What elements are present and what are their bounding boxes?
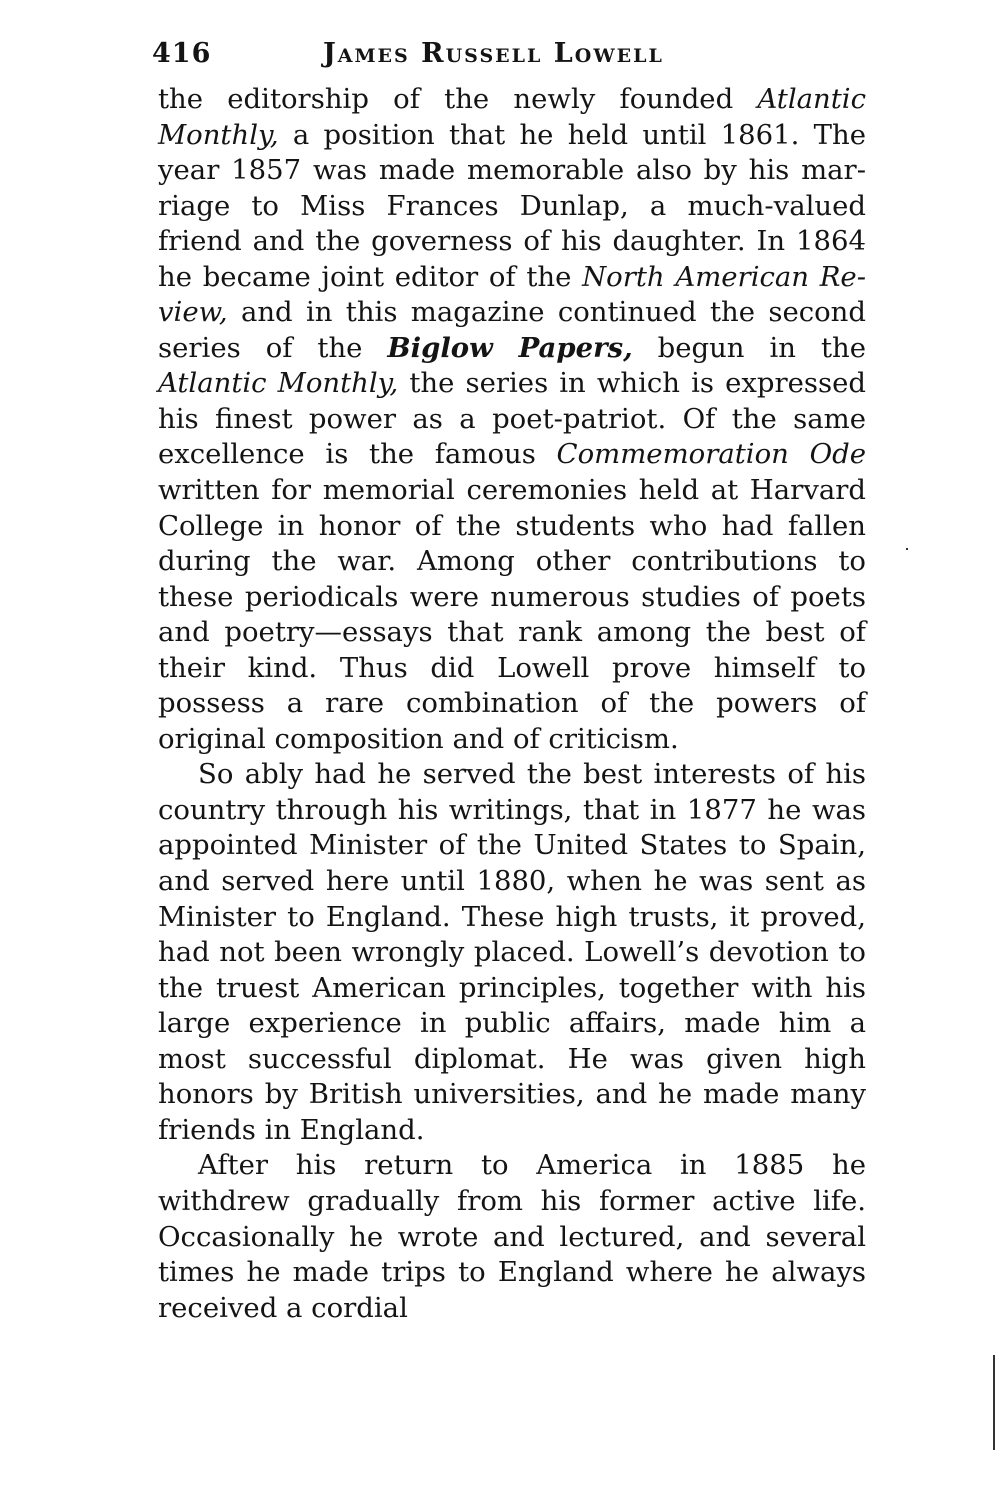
margin-edge-line <box>993 1355 995 1450</box>
italic-title: Atlantic Monthly, <box>158 367 399 400</box>
text-run: the editorship of the newly founded <box>158 83 758 115</box>
book-page <box>152 38 867 1326</box>
text-run: a position that he held until 1861. The year 1857 was made memorable also by his marriage to Miss Frances Dunlap, a much-valued friend and the governess of his daughter. In 1864 he became joint editor of the <box>158 118 866 293</box>
text-run: So ably had he served the best interests of his country through his writings, that in 1877 he was appointed Minister of the United States to Spain, and served here until 1880, when he was sent as Minister to England. These high trusts, it proved, had not been wrongly placed. Lowell’s devotion to the truest American principles, together with his large experience in public affairs, made him a most successful diplomat. He was given high honors by British universities, and he made many friends in England. <box>158 758 866 1146</box>
bold-italic-title: Biglow Papers, <box>387 331 633 364</box>
margin-dot <box>906 548 908 550</box>
text-run: and in this magazine continued the second series of the <box>158 296 866 364</box>
italic-title: Commemoration Ode <box>556 438 866 471</box>
text-run: the series in which is expressed his finest power as a poet-patriot. Of the same excellence is the famous <box>158 367 866 471</box>
page-number: 416 <box>152 38 212 69</box>
paragraph <box>158 1148 866 1326</box>
running-title: James Russell Lowell <box>323 38 664 69</box>
paragraph <box>158 82 866 757</box>
text-run: begun in the <box>632 331 867 364</box>
bold-title <box>387 332 632 364</box>
text-run: After his return to America in 1885 he withdrew gradually from his former active life. Occasionally he wrote and lectured, and several times he made trips to England where he always received a cordial <box>158 1149 866 1324</box>
body-text <box>158 82 866 1326</box>
text-run: written for memorial ceremonies held at Harvard College in honor of the students who had fallen during the war. Among other contributions to these periodicals were numerous studies of poets and poetry—essays that rank among the best of their kind. Thus did Lowell prove himself to possess a rare combination of the powers of original composition and of criticism. <box>158 474 866 755</box>
italic-title: North American Review, <box>158 260 866 329</box>
italic-title: Atlantic Monthly, <box>158 83 866 151</box>
running-head <box>152 38 866 82</box>
paragraph <box>158 757 866 1148</box>
